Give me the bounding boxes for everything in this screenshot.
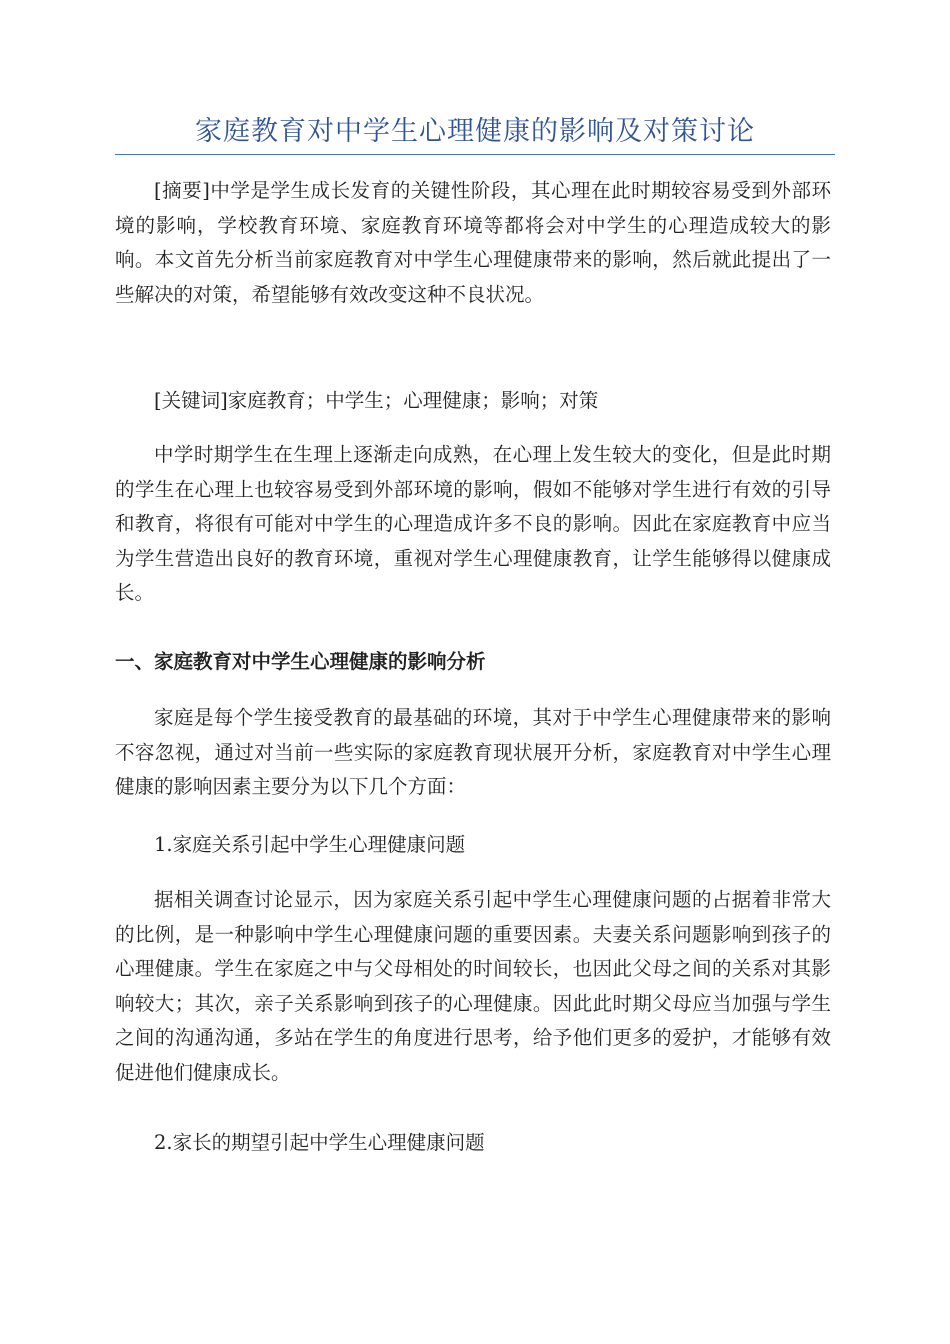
abstract-paragraph: [摘要]中学是学生成长发育的关键性阶段，其心理在此时期较容易受到外部环境的影响，学校教育环境、家庭教育环境等都将会对中学生的心理造成较大的影响。本文首先分析当前家庭教育对中学生心理健康带来的影响，然后就此提出了一些解决的对策，希望能够有效改变这种不良状况。 [115, 179, 831, 306]
subsection1-body-paragraph: 据相关调查讨论显示，因为家庭关系引起中学生心理健康问题的占据着非常大的比例，是一种影响中学生心理健康问题的重要因素。夫妻关系问题影响到孩子的心理健康。学生在家庭之中与父母相处的时间较长，也因此父母之间的关系对其影响较大；其次，亲子关系影响到孩子的心理健康。因此此时期父母应当加强与学生之间的沟通沟通，多站在学生的角度进行思考，给予他们更多的爱护，才能够有效促进他们健康成长。 [115, 888, 831, 1084]
title-underline [115, 154, 835, 155]
keywords-paragraph: [关键词]家庭教育；中学生；心理健康；影响；对策 [154, 389, 599, 412]
document-title: 家庭教育对中学生心理健康的影响及对策讨论 [195, 116, 755, 147]
subsection-heading-2: 2.家长的期望引起中学生心理健康问题 [154, 1131, 485, 1154]
section1-intro-paragraph: 家庭是每个学生接受教育的最基础的环境，其对于中学生心理健康带来的影响不容忽视，通过对当前一些实际的家庭教育现状展开分析，家庭教育对中学生心理健康的影响因素主要分为以下几个方面： [115, 706, 831, 798]
subsection-heading-1: 1.家庭关系引起中学生心理健康问题 [154, 833, 466, 856]
intro-paragraph: 中学时期学生在生理上逐渐走向成熟，在心理上发生较大的变化，但是此时期的学生在心理上也较容易受到外部环境的影响，假如不能够对学生进行有效的引导和教育，将很有可能对中学生的心理造成许多不良的影响。因此在家庭教育中应当为学生营造出良好的教育环境，重视对学生心理健康教育，让学生能够得以健康成长。 [115, 443, 831, 604]
section-heading-1: 一、家庭教育对中学生心理健康的影响分析 [115, 650, 486, 673]
